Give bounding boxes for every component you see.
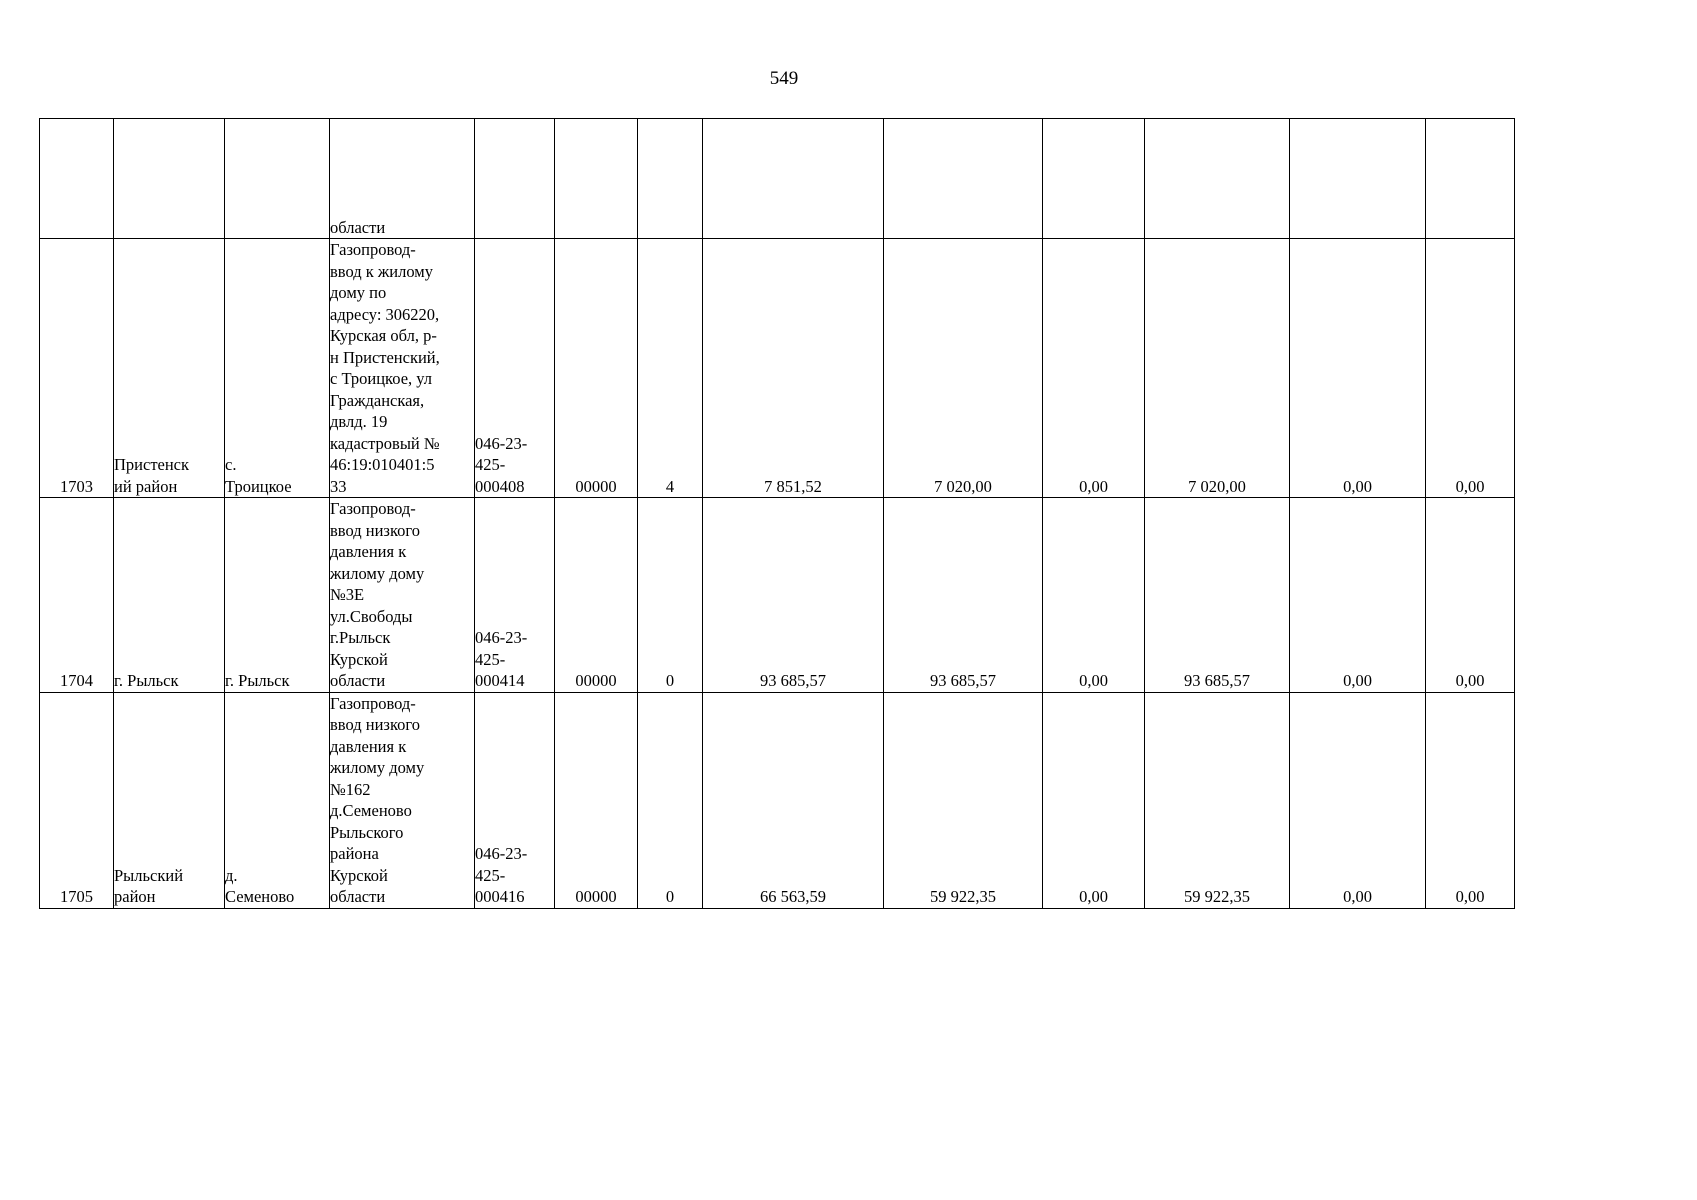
cell-value5: 0,00 — [1290, 692, 1426, 908]
cell-settlement — [225, 119, 330, 239]
table-row — [40, 498, 1515, 693]
cell-count: 0 — [638, 692, 703, 908]
cell-value4: 93 685,57 — [1145, 498, 1290, 693]
cell-value1: 66 563,59 — [703, 692, 884, 908]
cell-value6: 0,00 — [1426, 239, 1515, 498]
cell-value2: 7 020,00 — [884, 239, 1043, 498]
table-row — [40, 692, 1515, 908]
cell-settlement: с. Троицкое — [225, 239, 330, 498]
cell-value1: 93 685,57 — [703, 498, 884, 693]
cell-district — [114, 119, 225, 239]
cell-code2 — [555, 119, 638, 239]
table-row-continuation — [40, 119, 1515, 239]
cell-number: 1704 — [40, 498, 114, 693]
cell-count: 4 — [638, 239, 703, 498]
cell-code — [475, 119, 555, 239]
cell-code2: 00000 — [555, 498, 638, 693]
cell-code: 046-23- 425- 000416 — [475, 692, 555, 908]
cell-description: Газопровод- ввод низкого давления к жилому дому №3Е ул.Свободы г.Рыльск Курской области — [330, 498, 475, 693]
cell-value2: 93 685,57 — [884, 498, 1043, 693]
cell-value2 — [884, 119, 1043, 239]
cell-value1: 7 851,52 — [703, 239, 884, 498]
cell-value6: 0,00 — [1426, 692, 1515, 908]
cell-value3: 0,00 — [1043, 692, 1145, 908]
cell-value1 — [703, 119, 884, 239]
cell-settlement: д. Семеново — [225, 692, 330, 908]
cell-district: Рыльский район — [114, 692, 225, 908]
cell-value4 — [1145, 119, 1290, 239]
page-number: 549 — [769, 68, 799, 89]
cell-value6: 0,00 — [1426, 498, 1515, 693]
cell-value6 — [1426, 119, 1515, 239]
cell-description: Газопровод- ввод к жилому дому по адресу: 306220, Курская обл, р- н Пристенский, с Троицкое, ул Гражданская, двлд. 19 кадастровый № 46:19:010401:5 33 — [330, 239, 475, 498]
cell-code: 046-23- 425- 000414 — [475, 498, 555, 693]
cell-district: Пристенск ий район — [114, 239, 225, 498]
register-table — [39, 118, 1515, 909]
cell-value4: 59 922,35 — [1145, 692, 1290, 908]
cell-value3: 0,00 — [1043, 498, 1145, 693]
cell-description: области — [330, 119, 475, 239]
cell-code: 046-23- 425- 000408 — [475, 239, 555, 498]
cell-number: 1703 — [40, 239, 114, 498]
cell-value5 — [1290, 119, 1426, 239]
table-row — [40, 239, 1515, 498]
cell-code2: 00000 — [555, 239, 638, 498]
cell-value5: 0,00 — [1290, 239, 1426, 498]
cell-district: г. Рыльск — [114, 498, 225, 693]
cell-settlement: г. Рыльск — [225, 498, 330, 693]
cell-value2: 59 922,35 — [884, 692, 1043, 908]
cell-value3 — [1043, 119, 1145, 239]
cell-count: 0 — [638, 498, 703, 693]
cell-count — [638, 119, 703, 239]
cell-value3: 0,00 — [1043, 239, 1145, 498]
cell-description: Газопровод- ввод низкого давления к жилому дому №162 д.Семеново Рыльского района Курской области — [330, 692, 475, 908]
cell-code2: 00000 — [555, 692, 638, 908]
cell-number: 1705 — [40, 692, 114, 908]
cell-value4: 7 020,00 — [1145, 239, 1290, 498]
cell-number — [40, 119, 114, 239]
cell-value5: 0,00 — [1290, 498, 1426, 693]
